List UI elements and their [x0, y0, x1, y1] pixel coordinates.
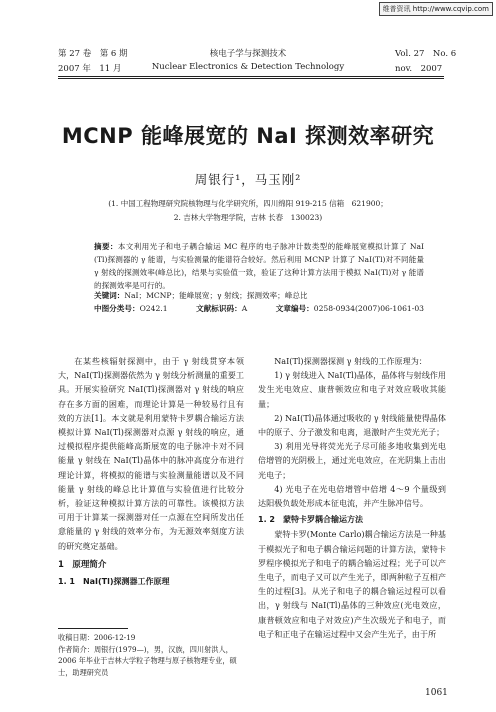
header-volume: 第 27 卷 第 6 期: [58, 49, 128, 59]
abstract-label: 摘要：: [94, 242, 118, 251]
paper-authors: 周银行¹，马玉刚²: [194, 172, 302, 187]
article-no-label: 文章编号：: [275, 304, 314, 313]
section-heading-1: 1 原理简介: [58, 559, 107, 570]
header-journal-cn: 核电子学与探测技术: [209, 49, 287, 59]
abstract-text: 本文利用光子和电子耦合输运 MC 程序的电子脉冲计数类型的能峰展宽模拟计算了 NaI (Tl)探测器的 γ 能谱，与实验测量的能谱符合较好。然后利用 MCNP 计算了 NaI(Tl)对不同能量 γ 射线的探测效率(峰总比)，结果与实验值一致，验证了这种计算方法用于模拟 NaI(Tl)对 γ 能谱的探测效率是可行的。: [94, 242, 425, 290]
section-heading-1-1: 1. 1 NaI(Tl)探测器工作原理: [58, 577, 170, 587]
watermark-stamp: 维普资讯 http://www.cqvip.com: [379, 2, 493, 16]
body-column-left: [58, 354, 244, 589]
principle-step-2: 2) NaI(Tl)晶体通过吸收的 γ 射线能量使得晶体中的原子、分子激发和电离，退激时产生荧光光子；: [258, 412, 446, 438]
section-heading-1-2: 1. 2 蒙特卡罗耦合输运方法: [258, 515, 363, 525]
affiliation-1: (1. 中国工程物理研究院核物理与化学研究所，四川绵阳 919-215 信箱 621900；: [108, 199, 388, 208]
doc-code-label: 文献标识码：: [196, 304, 242, 313]
abstract: [94, 240, 424, 292]
affiliation-2: 2. 吉林大学物理学院，吉林 长春 130023): [173, 213, 323, 222]
keywords-text: NaI；MCNP；能峰展宽；γ 射线；探测效率；峰总比: [124, 291, 308, 300]
body-column-right: [258, 354, 446, 641]
header-rule-2: [58, 78, 444, 79]
header-rule: [58, 76, 444, 77]
header-volume-en: Vol. 27 No. 6: [395, 49, 457, 59]
article-no-value: 0258-0934(2007)06-1061-03: [313, 304, 424, 313]
clc-label: 中图分类号：: [94, 304, 140, 313]
paper-title: MCNP 能峰展宽的 NaI 探测效率研究: [61, 124, 435, 148]
classification-line: [94, 303, 424, 314]
clc-value: O242.1: [139, 304, 168, 313]
header-date-en: nov. 2007: [395, 64, 443, 74]
keywords: [94, 290, 308, 301]
header-journal-en: Nuclear Electronics & Detection Technology: [151, 62, 345, 72]
principle-paragraph: NaI(Tl)探测器探测 γ 射线的工作原理为：: [274, 356, 427, 366]
doc-code-value: A: [241, 304, 248, 313]
footnote-rule: [58, 628, 128, 629]
footnote: [58, 632, 248, 678]
keywords-label: 关键词：: [94, 291, 125, 300]
principle-step-1: 1) γ 射线进入 NaI(Tl)晶体，晶体将与射线作用发生光电效应、康普顿效应和电子对效应吸收其能量；: [258, 370, 446, 409]
intro-paragraph: 在某些核辐射探测中，由于 γ 射线贯穿本领大，NaI(Tl)探测器依然为 γ 射线分析测量的重要工具。开展实验研究 NaI(Tl)探测器对 γ 射线的响应存在多方面的困难，而理论计算是一种较易行且有效的方法[1]。本文就是利用蒙特卡罗耦合输运方法模拟计算 NaI(Tl)探测器对点源 γ 射线的响应，通过模拟程序提供能峰高斯展宽的电子脉冲卡对不同能量 γ 射线在 NaI(Tl)晶体中的脉冲高度分布进行理论计算，将模拟的能谱与实验测量能谱以及不同能量 γ 射线的峰总比计算值与实验值进行比较分析，验证这种模拟计算方法的可靠性。该模拟方法可用于计算某一探测器对任一点源在空间所发出任意能量的 γ 射线的效率分布，为无源效率刻度方法的研究奠定基础。: [58, 356, 244, 551]
footnote-received: 收稿日期：2006-12-19: [58, 633, 136, 642]
page-number: 1061: [425, 688, 448, 698]
principle-step-3: 3) 利用光导将荧光光子尽可能多地收集到光电倍增管的光阴极上，通过光电效应，在光阴集上击出光电子；: [258, 441, 446, 480]
header-date: 2007 年 11 月: [58, 64, 122, 74]
monte-carlo-paragraph: 蒙特卡罗(Monte Carlo)耦合输运方法是一种基于模拟光子和电子耦合输运问题的计算方法，蒙特卡罗程序模拟光子和电子的耦合输运过程；光子可以产生电子，而电子又可以产生光子，即两种粒子互相产生的过程[3]。从光子和电子的耦合输运过程可以看出，γ 射线与 NaI(Tl)晶体的三种效应(光电效应，康普顿效应和电子对效应)产生次级光子和电子，而电子和正电子在输运过程中又会产生光子，由于所: [258, 529, 446, 639]
principle-step-4: 4) 光电子在光电倍增管中倍增 4～9 个量级到达阳极负载处形成本征电流，并产生脉冲信号。: [258, 483, 446, 509]
footnote-author: 作者简介：周银行(1979—)，男，汉族，四川射洪人，2006 年毕业于吉林大学粒子物理与原子核物理专业，硕士，助理研究员: [58, 644, 237, 677]
